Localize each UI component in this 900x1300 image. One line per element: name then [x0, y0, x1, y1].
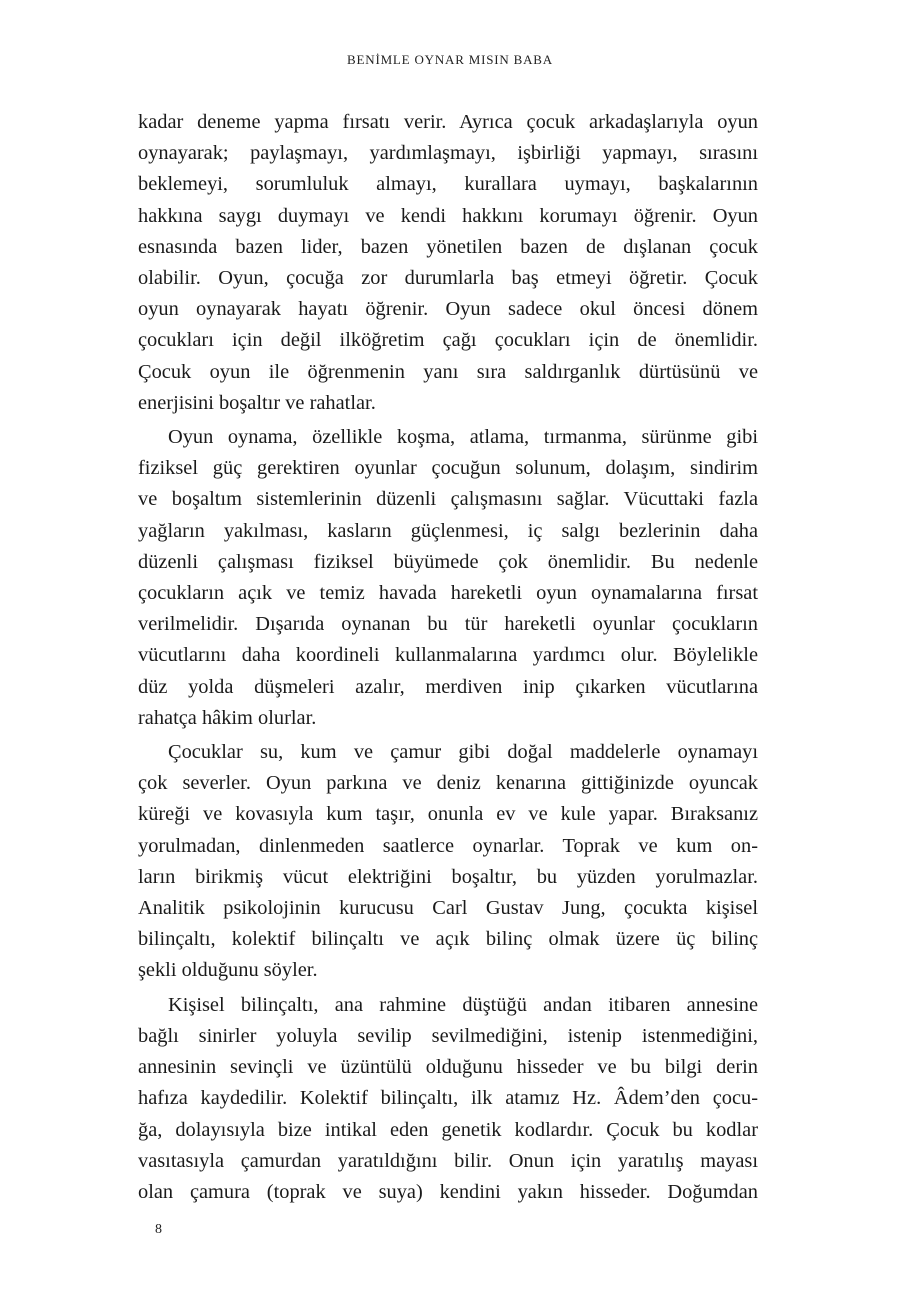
text-line: ğa, dolayısıyla bize intikal eden genetik kodlardır. Çocuk bu kodlar: [138, 1118, 758, 1141]
body-text: [138, 107, 758, 1208]
text-line: ların birikmiş vücut elektriğini boşaltır, bu yüzden yorulmazlar.: [138, 865, 758, 888]
text-line: şekli olduğunu söyler.: [138, 959, 318, 982]
text-line: oyun oynayarak hayatı öğrenir. Oyun sadece okul öncesi dönem: [138, 298, 758, 321]
text-line: Çocuk oyun ile öğrenmenin yanı sıra saldırganlık dürtüsünü ve: [138, 360, 758, 383]
text-line: beklemeyi, sorumluluk almayı, kurallara uymayı, başkalarının: [138, 173, 758, 196]
text-line: Analitik psikolojinin kurucusu Carl Gustav Jung, çocukta kişisel: [138, 897, 758, 920]
text-line: annesinin sevinçli ve üzüntülü olduğunu hisseder ve bu bilgi derin: [138, 1056, 758, 1079]
text-line: çocukların açık ve temiz havada hareketli oyun oynamalarına fırsat: [138, 582, 758, 605]
text-line: olan çamura (toprak ve suya) kendini yakın hisseder. Doğumdan: [138, 1180, 758, 1203]
paragraph-3: [138, 737, 758, 987]
text-line: vücutlarını daha koordineli kullanmalarına yardımcı olur. Böylelikle: [138, 644, 758, 667]
text-line: olabilir. Oyun, çocuğa zor durumlarla baş etmeyi öğretir. Çocuk: [138, 267, 758, 290]
text-line: Kişisel bilinçaltı, ana rahmine düştüğü andan itibaren annesine: [168, 993, 758, 1016]
text-line: küreği ve kovasıyla kum taşır, onunla ev ve kule yapar. Bıraksanız: [138, 803, 758, 826]
text-line: hafıza kaydedilir. Kolektif bilinçaltı, ilk atamız Hz. Âdem’den çocu-: [138, 1087, 758, 1110]
text-line: düzenli çalışması fiziksel büyümede çok önemlidir. Bu nedenle: [138, 550, 758, 573]
text-line: fiziksel güç gerektiren oyunlar çocuğun solunum, dolaşım, sindirim: [138, 457, 758, 480]
text-line: Çocuklar su, kum ve çamur gibi doğal maddelerle oynamayı: [168, 741, 758, 764]
text-line: düz yolda düşmeleri azalır, merdiven inip çıkarken vücutlarına: [138, 675, 758, 698]
text-line: vasıtasıyla çamurdan yaratıldığını bilir. Onun için yaratılış mayası: [138, 1149, 758, 1172]
paragraph-2: [138, 422, 758, 734]
paragraph-4: [138, 990, 758, 1208]
text-line: enerjisini boşaltır ve rahatlar.: [138, 391, 376, 414]
text-line: çok severler. Oyun parkına ve deniz kenarına gittiğinizde oyuncak: [138, 772, 758, 795]
paragraph-1: [138, 107, 758, 419]
text-line: çocukları için değil ilköğretim çağı çocukları için de önemlidir.: [138, 329, 758, 352]
text-line: hakkına saygı duymayı ve kendi hakkını korumayı öğrenir. Oyun: [138, 204, 758, 227]
text-line: verilmelidir. Dışarıda oynanan bu tür hareketli oyunlar çocukların: [138, 613, 758, 636]
text-line: yorulmadan, dinlenmeden saatlerce oynarlar. Toprak ve kum on-: [138, 834, 758, 857]
text-line: rahatça hâkim olurlar.: [138, 706, 317, 729]
text-line: oynayarak; paylaşmayı, yardımlaşmayı, işbirliği yapmayı, sırasını: [138, 142, 758, 165]
text-line: Oyun oynama, özellikle koşma, atlama, tırmanma, sürünme gibi: [168, 426, 758, 449]
text-line: esnasında bazen lider, bazen yönetilen bazen de dışlanan çocuk: [138, 235, 758, 258]
text-line: bilinçaltı, kolektif bilinçaltı ve açık bilinç olmak üzere üç bilinç: [138, 928, 758, 951]
page-number: 8: [155, 1222, 162, 1237]
running-header: BENİMLE OYNAR MISIN BABA: [347, 52, 553, 67]
text-line: bağlı sinirler yoluyla sevilip sevilmediğini, istenip istenmediğini,: [138, 1024, 758, 1047]
text-line: ve boşaltım sistemlerinin düzenli çalışmasını sağlar. Vücuttaki fazla: [138, 488, 758, 511]
text-line: kadar deneme yapma fırsatı verir. Ayrıca çocuk arkadaşlarıyla oyun: [138, 111, 758, 133]
text-line: yağların yakılması, kasların güçlenmesi, iç salgı bezlerinin daha: [138, 519, 758, 542]
